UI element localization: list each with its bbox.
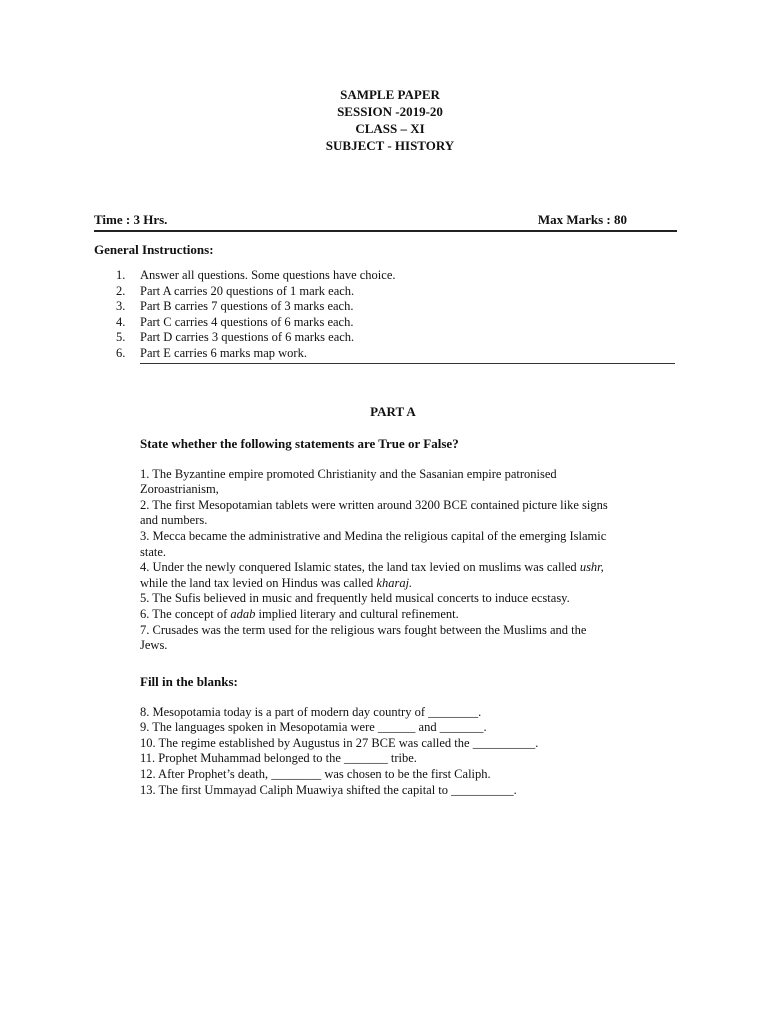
true-false-heading: State whether the following statements are True or False? (140, 436, 459, 451)
instruction-item (94, 299, 677, 315)
question-text: 13. The first Ummayad Caliph Muawiya shifted the capital to __________. (140, 782, 517, 797)
instructions-list (94, 268, 677, 361)
instruction-item (94, 268, 677, 284)
fill-blanks-section (140, 674, 680, 798)
question-text: 11. Prophet Muhammad belonged to the _______ tribe. (140, 751, 417, 766)
italic-term: adab (230, 606, 256, 621)
question-text: 2. The first Mesopotamian tablets were written around 3200 BCE contained picture like signs (140, 497, 608, 512)
question-text: and numbers. (140, 513, 208, 528)
instruction-text: Part E carries 6 marks map work. (140, 345, 307, 360)
instruction-text: Part C carries 4 questions of 6 marks each. (140, 314, 354, 329)
instruction-number: 3. (116, 299, 126, 313)
instruction-number: 2. (116, 283, 126, 298)
instruction-text: Part A carries 20 questions of 1 mark each. (140, 283, 355, 298)
fill-blanks-heading: Fill in the blanks: (140, 674, 238, 689)
instruction-number: 1. (116, 268, 126, 282)
header-subject: SUBJECT - HISTORY (325, 138, 455, 153)
question-text-part: implied literary and cultural refinement. (255, 606, 459, 621)
header-title: SAMPLE PAPER (340, 87, 440, 102)
header-divider (94, 230, 677, 232)
question-text: 7. Crusades was the term used for the religious wars fought between the Muslims and the (140, 622, 587, 637)
question-text-part: while the land tax levied on Hindus was called (140, 575, 377, 590)
question-text: 3. Mecca became the administrative and Medina the religious capital of the emerging Islamic (140, 528, 607, 543)
question-text: 5. The Sufis believed in music and frequently held musical concerts to induce ecstasy. (140, 591, 570, 606)
true-false-section (140, 436, 680, 654)
question-text (140, 560, 680, 576)
italic-term: ushr, (579, 560, 604, 575)
general-instructions-title: General Instructions: (94, 242, 214, 257)
question-text: 9. The languages spoken in Mesopotamia were ______ and _______. (140, 720, 487, 735)
time-marks-row (94, 212, 677, 228)
instruction-text: Answer all questions. Some questions have choice. (140, 268, 396, 282)
time-allowed: Time : 3 Hrs. (94, 212, 168, 227)
instruction-item (94, 284, 677, 300)
max-marks: Max Marks : 80 (537, 212, 627, 227)
instruction-number: 4. (116, 314, 126, 329)
question-text: state. (140, 544, 167, 559)
question-text: Jews. (140, 638, 168, 653)
instruction-number: 6. (116, 345, 126, 360)
question-text: 8. Mesopotamia today is a part of modern day country of ________. (140, 704, 482, 719)
header-class: CLASS – XI (355, 121, 425, 136)
question-text-part: 4. Under the newly conquered Islamic states, the land tax levied on muslims was called (140, 560, 580, 575)
question-text (140, 607, 680, 623)
question-text: 1. The Byzantine empire promoted Christianity and the Sasanian empire patronised (140, 466, 557, 481)
instruction-item (94, 330, 677, 346)
question-text: Zoroastrianism, (140, 482, 219, 497)
paper-header (0, 86, 770, 154)
question-text: 12. After Prophet’s death, ________ was chosen to be the first Caliph. (140, 766, 491, 781)
question-text (140, 576, 680, 592)
section-divider (140, 363, 675, 364)
instruction-item (94, 346, 677, 362)
instruction-text: Part D carries 3 questions of 6 marks each. (140, 330, 355, 344)
header-session: SESSION -2019-20 (337, 104, 443, 119)
question-text: 10. The regime established by Augustus in 27 BCE was called the __________. (140, 735, 539, 750)
part-a-title: PART A (370, 404, 416, 419)
italic-term: kharaj. (376, 575, 413, 590)
question-text-part: 6. The concept of (140, 606, 231, 621)
instruction-item (94, 315, 677, 331)
instruction-number: 5. (116, 330, 126, 344)
instruction-text: Part B carries 7 questions of 3 marks each. (140, 299, 354, 313)
